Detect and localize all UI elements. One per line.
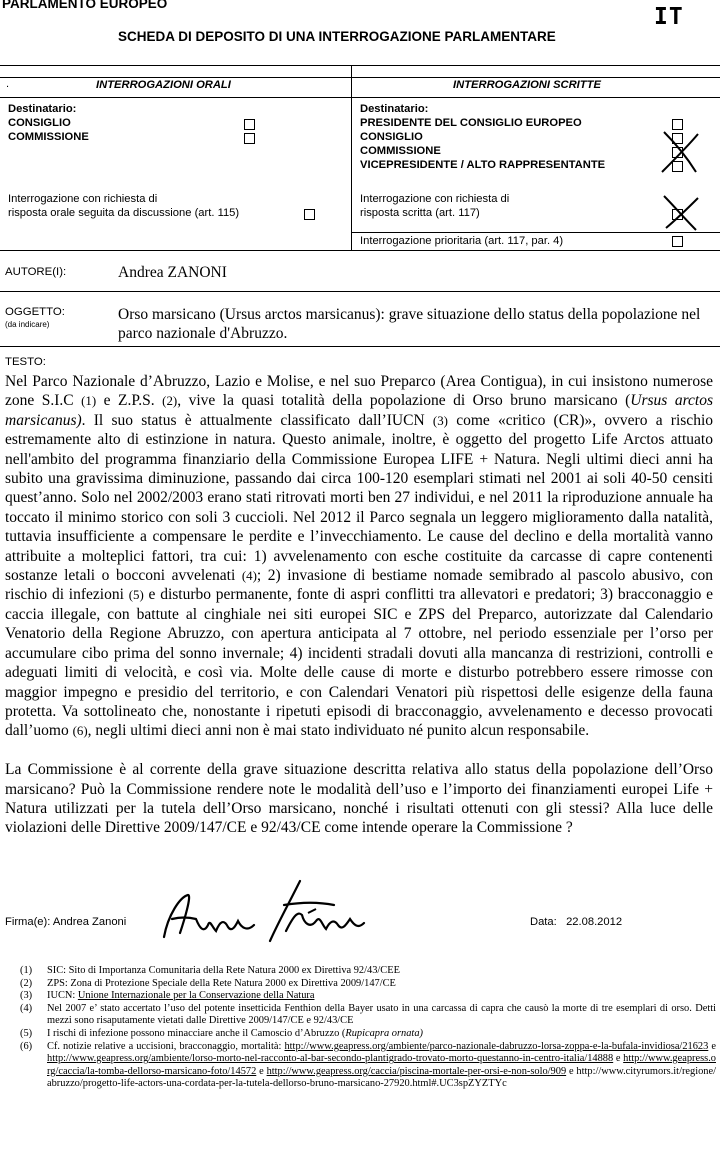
oral-recipient-label: Destinatario: [8, 103, 77, 115]
footnote-number: (6) [20, 1040, 33, 1052]
footnote-text: Cf. notizie relative a uccisioni, bracconaggio, mortalità: [47, 1040, 285, 1052]
written-recipient-president: PRESIDENTE DEL CONSIGLIO EUROPEO [360, 117, 582, 129]
form-title: SCHEDA DI DEPOSITO DI UNA INTERROGAZIONE PARLAMENTARE [118, 29, 556, 44]
date-field [530, 916, 622, 928]
subject-label: OGGETTO: [5, 306, 65, 318]
footnote-text: SIC: Sito di Importanza Comunitaria della Rete Natura 2000 ex Direttiva 92/43/CEE [47, 965, 400, 976]
author-label: AUTORE(I): [5, 266, 67, 278]
written-recipient-hrvp: VICEPRESIDENTE / ALTO RAPPRESENTANTE [360, 159, 606, 171]
footnote-link[interactable]: http://www.geapress.org/ambiente/lorso-morto-nel-racconto-al-bar-secondo-plantigrado-trovato-morto-questanno-in-centro-italia/14888 [47, 1053, 614, 1065]
handwritten-signature [158, 875, 378, 945]
footnote-text: Nel 2007 e’ stato accertato l’uso del potente insetticida Fenthion della Bayer usato in una carcassa di capra che causò la morte di tre esemplari di orso. Detti mezzi sono risaputamente vietati dalle Direttive 2009/147/CE e 92/43/CE [47, 1002, 716, 1027]
organization-name: PARLAMENTO EUROPEO [2, 0, 168, 11]
footnote-number: (2) [20, 977, 33, 989]
footnotes [20, 965, 716, 1091]
date-value: 22.08.2012 [566, 916, 623, 928]
body-paragraph-1 [5, 372, 713, 741]
written-request-line2: risposta scritta (art. 117) [360, 207, 480, 219]
footnote-separator: e [708, 1040, 716, 1052]
species-name: Ursus arctos marsicanus) [5, 392, 713, 429]
footnote-3 [20, 990, 716, 1003]
footnote-1 [20, 965, 716, 978]
footnote-link[interactable]: http://www.geapress.org/caccia/la-tomba-dellorso-marsicano-foto/14572 [47, 1053, 716, 1077]
oral-recipient-council: CONSIGLIO [8, 117, 71, 129]
question-type-box [0, 65, 720, 251]
footnote-ref: (4) [241, 568, 257, 584]
footnote-url-text: http://www.cityrumors.it/regione/abruzzo/progetto-life-actors-una-cordata-per-la-tutela-dellorso-bruno-marsicano-27920.html#.UC3spZYZTYc [47, 1065, 716, 1090]
body-text-segment: Nel Parco Nazionale d’Abruzzo, Lazio e Molise, e nel suo Preparco (Area Contigua), in cui insistono numerose zone S.I.C [5, 373, 713, 410]
oral-request-line2: risposta orale seguita da discussione (art. 115) [8, 207, 240, 219]
body-text-segment: , negli ultimi dieci anni non è mai stato individuato né punito alcun responsabile. [87, 722, 590, 740]
written-heading: INTERROGAZIONI SCRITTE [453, 79, 601, 91]
body-text-segment: , vive la quasi totalità della popolazione di Orso bruno marsicano ( [177, 392, 631, 410]
footnote-separator: e [613, 1053, 624, 1065]
footnote-number: (5) [20, 1027, 33, 1039]
box-divider [0, 97, 720, 98]
footnote-5 [20, 1028, 716, 1041]
oral-request-line1: Interrogazione con richiesta di [8, 193, 158, 205]
body-text-segment: come «critico (CR)», ovvero a rischio estremamente alto di estinzione in natura. Questo animale, inoltre, è oggetto del progetto Life Arctos attuato nell'ambito del programma finanziario della Commissione Europea LIFE + Natura. Negli ultimi dieci anni ha subito una gravissima diminuzione, passando dai circa 100-120 esemplari stimati nel 2001 ai soli 40-50 censiti quest’anno. Solo nel 2002/2003 erano stati ritrovati morti ben 27 individui, e nel 2011 la riproduzione annuale ha toccato il minimo storico con soli 3 cuccioli. Nel 2012 il Parco segnala un leggero miglioramento dalla natalità, tuttavia insufficiente a compensare le perdite e l’invecchiamento. Le cause del declino e della mortalità vanno attribuite a molteplici fattori, tra cui: 1) avvelenamento con esche costituite da carcasse di capre contenenti sostanze letali o bocconi avvelenati [5, 411, 713, 585]
oral-council-checkbox[interactable] [244, 119, 255, 130]
column-divider [351, 66, 352, 250]
written-recipient-commission: COMMISSIONE [360, 145, 441, 157]
footnote-ref: (5) [128, 587, 144, 603]
text-label: TESTO: [5, 356, 46, 368]
author-name: Andrea ZANONI [118, 264, 227, 281]
footnote-6 [20, 1041, 716, 1091]
commission-cross-mark [656, 128, 702, 178]
footnote-text: IUCN: [47, 990, 78, 1002]
footnote-ref: (2) [162, 393, 178, 409]
footnote-text: I rischi di infezione possono minacciare anche il Camoscio d’Abruzzo ( [47, 1027, 346, 1039]
author-divider [0, 291, 720, 292]
date-label: Data: [530, 916, 557, 928]
body-paragraph-2: La Commissione è al corrente della grave situazione descritta relativa allo status della popolazione dell’Orso marsicano? Può la Commissione rendere note le modalità dell’uso e l’importo dei finanziamenti europei Life + Natura utilizzati per la tutela dell’Orso marsicano, nonché i risultati ottenuti con gli stessi? Alla luce delle violazioni delle Direttive 2009/147/CE e 92/43/CE come intende operare la Commissione ? [5, 761, 713, 837]
footnote-number: (3) [20, 990, 33, 1002]
bullet-mark: . [6, 78, 10, 90]
footnote-separator: e [256, 1065, 267, 1077]
language-code: IT [654, 4, 684, 30]
footnote-number: (1) [20, 965, 33, 976]
subject-sublabel: (da indicare) [5, 320, 50, 329]
priority-checkbox[interactable] [672, 236, 683, 247]
footnote-separator: e [566, 1065, 577, 1077]
footnote-ref: (1) [81, 393, 97, 409]
body-text-segment: ; 2) invasione di bestiame nomade semibrado al pascolo abusivo, con rischio di infezioni [5, 567, 714, 604]
footnote-text: ZPS: Zona di Protezione Speciale della Rete Natura 2000 ex Direttiva 2009/147/CE [47, 977, 396, 989]
footnote-link[interactable]: Unione Internazionale per la Conservazione della Natura [77, 990, 315, 1002]
footnote-link[interactable]: http://www.geapress.org/ambiente/parco-nazionale-dabruzzo-lorsa-zoppa-e-la-bufala-invidiosa/21623 [284, 1040, 709, 1052]
priority-label: Interrogazione prioritaria (art. 117, par. 4) [360, 235, 564, 247]
oral-request-checkbox[interactable] [304, 209, 315, 220]
species-name: Rupicapra ornata) [345, 1027, 423, 1039]
footnote-ref: (3) [432, 412, 448, 428]
oral-commission-checkbox[interactable] [244, 133, 255, 144]
body-text-segment: . Il suo status è attualmente classificato dall’IUCN [81, 411, 433, 429]
written-recipient-council: CONSIGLIO [360, 131, 423, 143]
body-text-segment: e Z.P.S. [96, 392, 163, 410]
footnote-ref: (6) [72, 723, 88, 739]
question-body [5, 372, 713, 857]
box-divider [0, 77, 720, 78]
request-cross-mark [658, 192, 702, 234]
oral-recipient-commission: COMMISSIONE [8, 131, 89, 143]
subject-divider [0, 346, 720, 347]
footnote-4 [20, 1003, 716, 1028]
written-recipient-label: Destinatario: [360, 103, 429, 115]
subject-text: Orso marsicano (Ursus arctos marsicanus): grave situazione dello status della popolazione nel parco nazionale d'Abruzzo. [118, 306, 701, 342]
footnote-link[interactable]: http://www.geapress.org/caccia/piscina-mortale-per-orsi-e-non-solo/909 [266, 1065, 567, 1077]
signature-label: Firma(e): Andrea Zanoni [5, 916, 127, 928]
footnote-number: (4) [20, 1002, 33, 1014]
body-text-segment: e disturbo permanente, fonte di aspri conflitti tra allevatori e predatori; 3) bracconaggio e caccia illegale, con battute al cinghiale nei siti europei SIC e ZPS del Preparco, autorizzate dal Calendario Venatorio della Regione Abruzzo, con apertura anticipata al 7 ottobre, nel periodo essenziale per l’orso per accumulare cibo prima del sonno invernale; 4) incidenti stradali dovuti alla mancanza di restrizioni, controlli e adeguati limiti di velocità, e così via. Molte delle cause di morte e disturbo potrebbero essere rimosse con maggior impegno e presidio del territorio, e con Calendari Venatori più rispettosi delle esigenze della fauna protetta. Va sottolineato che, nonostante i ripetuti episodi di bracconaggio, avvelenamento e decesso provocati dall’uomo [5, 586, 713, 740]
written-request-line1: Interrogazione con richiesta di [360, 193, 510, 205]
footnote-2 [20, 978, 716, 991]
oral-heading: INTERROGAZIONI ORALI [96, 79, 231, 91]
